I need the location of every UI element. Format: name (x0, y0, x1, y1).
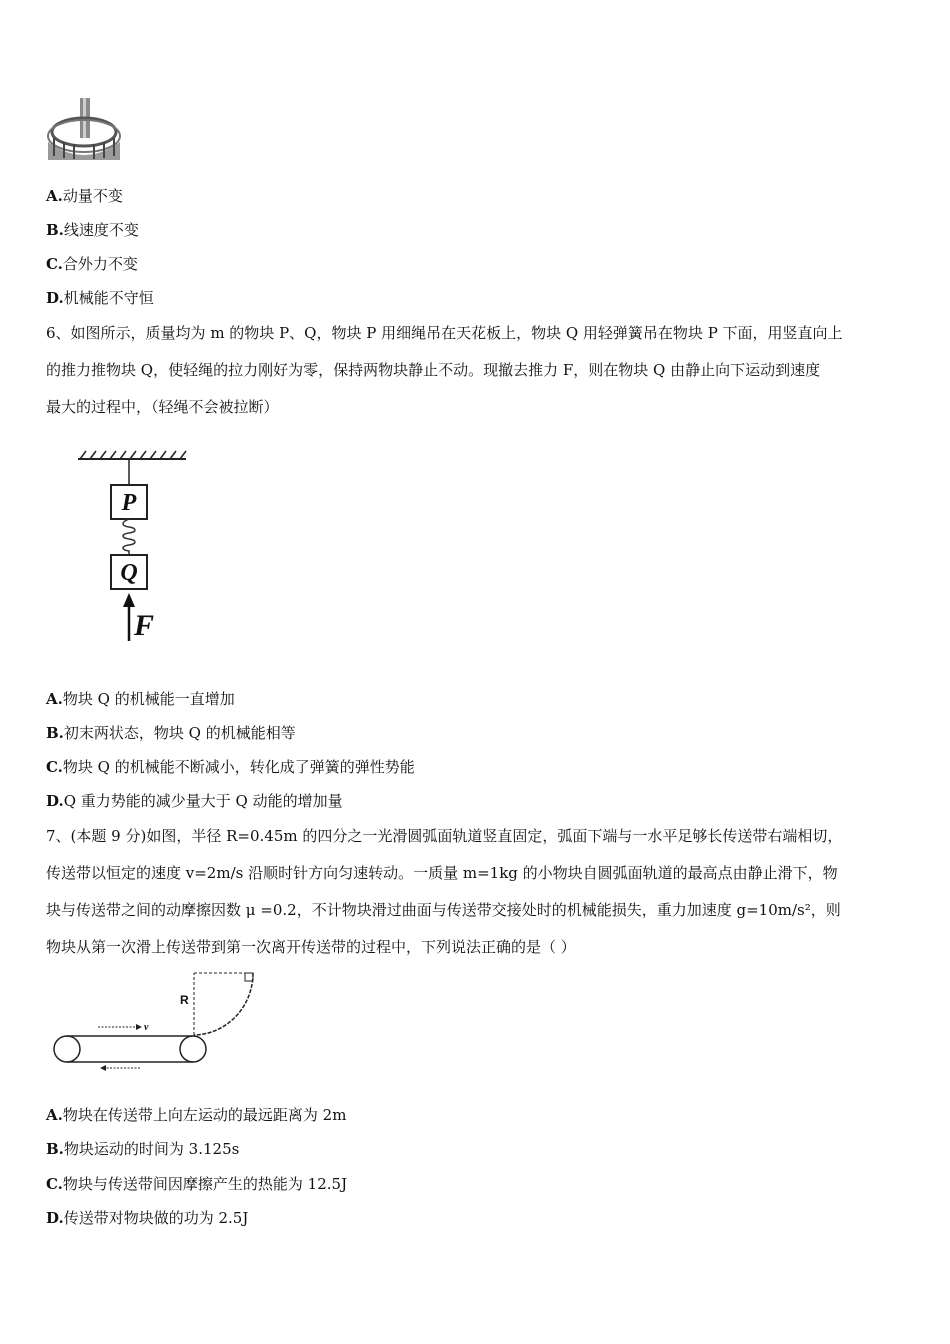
q7-stem-line-1: 7、(本题 9 分)如图，半径 R=0.45m 的四分之一光滑圆弧面轨道竖直固定，弧面下端与一水平足够长传送带右端相切， (46, 827, 843, 845)
q7-stem-line-2: 传送带以恒定的速度 v=2m/s 沿顺时针方向匀速转动。一质量 m=1kg 的小物块自圆弧面轨道的最高点由静止滑下，物 (46, 864, 838, 882)
q5-option-a (46, 186, 123, 206)
q5-option-c (46, 254, 138, 274)
option-text: 物块 Q 的机械能不断减小，转化成了弹簧的弹性势能 (62, 758, 415, 776)
spring (123, 519, 135, 555)
q7-option-a (46, 1105, 346, 1125)
q6-stem-line-2: 的推力推物块 Q，使轻绳的拉力刚好为零，保持两物块静止不动。现撤去推力 F，则在物块 Q 由静止向下运动到速度 (46, 361, 821, 379)
arc-top-block (245, 973, 253, 981)
option-text: 初末两状态，物块 Q 的机械能相等 (63, 724, 296, 742)
option-letter: C. (46, 758, 63, 776)
q7-figure (46, 968, 276, 1078)
q6-option-c (46, 757, 415, 777)
q6-stem-line-3: 最大的过程中，（轻绳不会被拉断） (46, 398, 279, 416)
carousel-photo (46, 98, 122, 160)
q5-option-d (46, 288, 154, 308)
q6-option-b (46, 723, 296, 743)
q5-option-b (46, 220, 139, 240)
option-text: 物块在传送带上向左运动的最远距离为 2m (62, 1106, 347, 1124)
option-letter: A. (46, 690, 63, 708)
belt-velocity-arrow-head (136, 1024, 142, 1030)
option-text: 线速度不变 (63, 221, 139, 239)
option-letter: A. (46, 1106, 63, 1124)
option-letter: B. (46, 724, 64, 742)
option-text: 物块与传送带间因摩擦产生的热能为 12.5J (62, 1175, 348, 1193)
velocity-label: v (144, 1022, 149, 1033)
right-roller (180, 1036, 206, 1062)
option-letter: C. (46, 1175, 63, 1193)
option-letter: A. (46, 187, 63, 205)
option-text: Q 重力势能的减少量大于 Q 动能的增加量 (63, 792, 343, 810)
q7-option-b (46, 1139, 239, 1159)
q6-option-d (46, 791, 343, 811)
option-letter: D. (46, 1209, 64, 1227)
force-arrow-head (123, 593, 135, 607)
return-belt-arrow-head (100, 1065, 106, 1071)
q7-stem-line-4: 物块从第一次滑上传送带到第一次离开传送带的过程中，下列说法正确的是（ ） (46, 938, 576, 956)
left-roller (54, 1036, 80, 1062)
option-letter: C. (46, 255, 63, 273)
q6-figure (70, 445, 200, 645)
q7-option-c (46, 1174, 347, 1194)
option-text: 物块 Q 的机械能一直增加 (62, 690, 235, 708)
quarter-arc (194, 973, 253, 1035)
option-text: 机械能不守恒 (63, 289, 154, 307)
option-text: 动量不变 (62, 187, 123, 205)
q7-option-d (46, 1208, 248, 1228)
option-letter: B. (46, 1140, 64, 1158)
block-q-label: Q (120, 560, 138, 586)
option-letter: B. (46, 221, 64, 239)
force-label: F (134, 609, 155, 642)
ceiling-hatch (80, 451, 186, 459)
option-text: 物块运动的时间为 3.125s (63, 1140, 240, 1158)
block-p-label: P (121, 490, 137, 516)
option-text: 合外力不变 (62, 255, 138, 273)
radius-label: R (180, 993, 189, 1007)
option-text: 传送带对物块做的功为 2.5J (63, 1209, 249, 1227)
q6-option-a (46, 689, 235, 709)
option-letter: D. (46, 792, 64, 810)
q7-stem-line-3: 块与传送带之间的动摩擦因数 μ =0.2，不计物块滑过曲面与传送带交接处时的机械能损失，重力加速度 g=10m/s²，则 (46, 901, 841, 919)
q6-stem-line-1: 6、如图所示，质量均为 m 的物块 P、Q，物块 P 用细绳吊在天花板上，物块 Q 用轻弹簧吊在物块 P 下面，用竖直向上 (46, 324, 843, 342)
option-letter: D. (46, 289, 64, 307)
